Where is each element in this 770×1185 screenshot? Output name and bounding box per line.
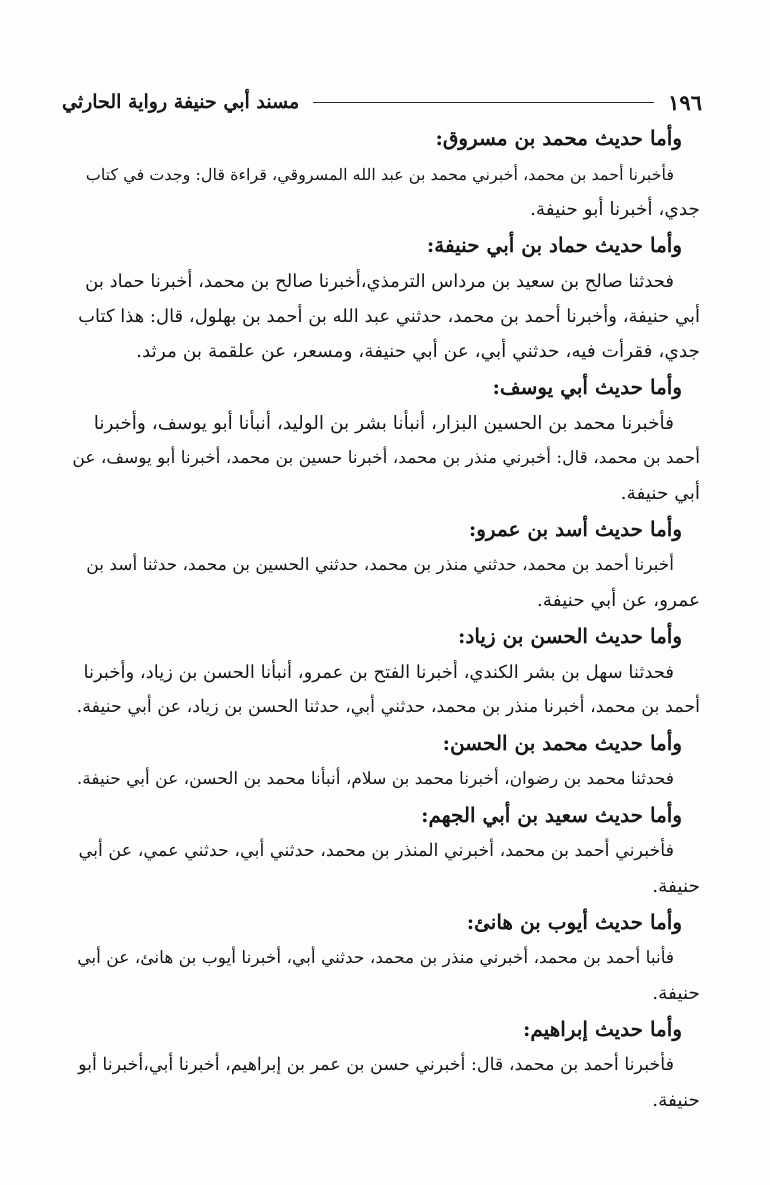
narration-section bbox=[72, 373, 700, 511]
narration-paragraph bbox=[72, 548, 700, 618]
header-rule bbox=[313, 102, 654, 103]
narration-section bbox=[72, 124, 700, 227]
text-line: أبي حنيفة. bbox=[620, 483, 700, 504]
text-line: فأخبرني أحمد بن محمد، أخبرني المنذر بن محمد، حدثني أبي، حدثني عمي، عن أبي bbox=[78, 841, 674, 861]
narration-section bbox=[72, 908, 700, 1011]
text-line: عمرو، عن أبي حنيفة. bbox=[536, 590, 700, 611]
text-line: أحمد بن محمد، أخبرنا منذر بن محمد، حدثني أبي، حدثنا الحسن بن زياد، عن أبي حنيفة. bbox=[76, 697, 700, 717]
section-heading: وأما حديث محمد بن الحسن: bbox=[442, 731, 682, 755]
section-heading: وأما حديث الحسن بن زياد: bbox=[458, 624, 682, 648]
text-line: أحمد بن محمد، قال: أخبرني منذر بن محمد، أخبرنا حسين بن محمد، أخبرنا أبو يوسف، عن bbox=[72, 448, 700, 468]
text-line: حنيفة. bbox=[652, 1090, 700, 1111]
text-line: فحدثنا محمد بن رضوان، أخبرنا محمد بن سلام، أنبأنا محمد بن الحسن، عن أبي حنيفة. bbox=[76, 769, 674, 789]
narration-section bbox=[72, 801, 700, 904]
narration-section bbox=[72, 231, 700, 369]
narration-paragraph bbox=[72, 762, 700, 797]
narration-paragraph bbox=[72, 655, 700, 725]
section-heading: وأما حديث محمد بن مسروق: bbox=[435, 126, 682, 150]
text-line: حنيفة. bbox=[652, 876, 700, 897]
text-line: أخبرنا أحمد بن محمد، حدثني منذر بن محمد، حدثني الحسين بن محمد، حدثنا أسد بن bbox=[86, 555, 674, 575]
narration-paragraph bbox=[72, 1048, 700, 1118]
narration-section bbox=[72, 622, 700, 725]
section-heading: وأما حديث أيوب بن هانئ: bbox=[466, 910, 682, 934]
text-line: أبي حنيفة، وأخبرنا أحمد بن محمد، حدثني عبد الله بن أحمد بن بهلول، قال: هذا كتاب bbox=[78, 306, 700, 327]
text-line: فحدثنا صالح بن سعيد بن مرداس الترمذي،أخبرنا صالح بن محمد، أخبرنا حماد بن bbox=[85, 271, 674, 292]
text-line: جدي، فقرأت فيه، حدثني أبي، عن أبي حنيفة، ومسعر، عن علقمة بن مرثد. bbox=[136, 341, 700, 362]
text-line: فأخبرنا محمد بن الحسين البزار، أنبأنا بشر بن الوليد، أنبأنا أبو يوسف، وأخبرنا bbox=[93, 413, 674, 434]
narration-paragraph bbox=[72, 834, 700, 904]
running-title: مسند أبي حنيفة رواية الحارثي bbox=[62, 91, 300, 113]
narration-paragraph bbox=[72, 941, 700, 1011]
text-line: فحدثنا سهل بن بشر الكندي، أخبرنا الفتح بن عمرو، أنبأنا الحسن بن زياد، وأخبرنا bbox=[83, 662, 674, 683]
text-line: جدي، أخبرنا أبو حنيفة. bbox=[530, 199, 700, 220]
section-heading: وأما حديث حماد بن أبي حنيفة: bbox=[426, 233, 682, 257]
section-heading: وأما حديث أسد بن عمرو: bbox=[468, 517, 682, 541]
section-heading: وأما حديث إبراهيم: bbox=[522, 1017, 682, 1041]
page-number: ١٩٦ bbox=[668, 89, 702, 115]
section-heading: وأما حديث أبي يوسف: bbox=[492, 375, 682, 399]
narration-section bbox=[72, 515, 700, 618]
text-line: حنيفة. bbox=[652, 983, 700, 1004]
narration-paragraph bbox=[72, 406, 700, 511]
section-heading: وأما حديث سعيد بن أبي الجهم: bbox=[421, 803, 682, 827]
text-line: فأخبرنا أحمد بن محمد، أخبرني محمد بن عبد الله المسروقي، قراءة قال: وجدت في كتاب bbox=[85, 165, 674, 184]
page-body bbox=[72, 124, 700, 1122]
text-line: فأخبرنا أحمد بن محمد، قال: أخبرني حسن بن عمر بن إبراهيم، أخبرنا أبي،أخبرنا أبو bbox=[78, 1055, 674, 1075]
narration-paragraph bbox=[72, 157, 700, 227]
narration-section bbox=[72, 1015, 700, 1118]
page-header bbox=[62, 86, 702, 118]
narration-paragraph bbox=[72, 264, 700, 369]
text-line: فأنبا أحمد بن محمد، أخبرني منذر بن محمد، حدثني أبي، أخبرنا أيوب بن هانئ، عن أبي bbox=[77, 948, 674, 968]
narration-section bbox=[72, 729, 700, 797]
